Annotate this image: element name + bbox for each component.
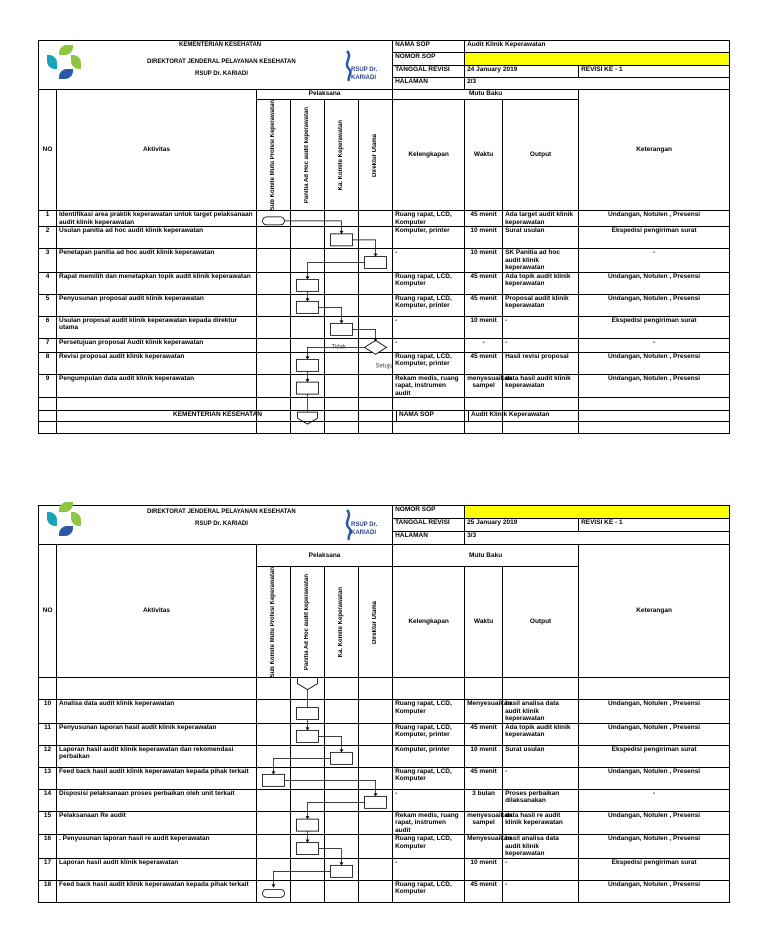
lane-2 <box>291 316 325 338</box>
lane-4 <box>359 294 393 316</box>
no-label: Tidak <box>331 344 346 351</box>
row-output: data hasil audit klinik keperawatan <box>503 374 579 398</box>
lane-3 <box>325 880 359 902</box>
row-equipment: - <box>393 789 465 811</box>
role-3: Ka. Komite Keperawatan <box>325 567 359 678</box>
lane-2 <box>291 835 325 859</box>
row-activity: Penetapan panitia ad hoc audit klinik keperawatan <box>57 249 257 273</box>
row-output: - <box>503 880 579 902</box>
col-equipment: Kelengkapan <box>393 100 465 211</box>
row-equipment: - <box>393 249 465 273</box>
kemenkes-logo-icon <box>41 500 91 546</box>
row-time: - <box>465 338 503 352</box>
col-no: NO <box>39 90 57 211</box>
lane-3 <box>325 700 359 724</box>
row-no: 16 <box>39 835 57 859</box>
revision-date-value: 24 January 2019 <box>465 65 579 77</box>
row-activity: Disposisi pelaksanaan proses perbaikan oleh unit terkait <box>57 789 257 811</box>
row-activity: Usulan panitia ad hoc audit klinik keperawatan <box>57 227 257 249</box>
row-remarks: Undangan, Notulen , Presensi <box>579 700 730 724</box>
row-remarks: Undangan, Notulen , Presensi <box>579 811 730 835</box>
table-row <box>39 700 730 724</box>
row-equipment: - <box>393 338 465 352</box>
revision-number: REVISI KE - 1 <box>579 65 730 77</box>
label-sop-number: NOMOR SOP <box>393 53 465 65</box>
row-output: - <box>503 316 579 338</box>
lane-2 <box>291 858 325 880</box>
col-activity: Aktivitas <box>57 90 257 211</box>
row-time: 45 menit <box>465 767 503 789</box>
row-time: 45 menit <box>465 723 503 745</box>
lane-1 <box>257 227 291 249</box>
row-time: Menyesuaikan <box>465 700 503 724</box>
row-remarks: Undangan, Notulen , Presensi <box>579 835 730 859</box>
lane-4 <box>359 789 393 811</box>
sop-header-table-2 <box>38 505 730 903</box>
row-remarks: - <box>579 338 730 352</box>
col-output: Output <box>503 100 579 211</box>
row-no: 9 <box>39 374 57 398</box>
row-output: hasil analisa data audit klinik keperawatan <box>503 835 579 859</box>
row-activity: Pelaksanaan Re audit <box>57 811 257 835</box>
page-1-footer-strip <box>38 410 729 424</box>
row-activity: Penyusunan proposal audit klinik keperawatan <box>57 294 257 316</box>
lane-2 <box>291 374 325 398</box>
footer-label-sop-name: NAMA SOP <box>397 411 469 422</box>
row-time: Menyesuaikan <box>465 835 503 859</box>
row-output: Ada target audit klinik keperawatan <box>503 211 579 227</box>
lane-4 <box>359 767 393 789</box>
table-row <box>39 316 730 338</box>
lane-3 <box>325 272 359 294</box>
label-page: HALAMAN <box>393 532 465 545</box>
row-output: hasil analisa data audit klinik keperawatan <box>503 700 579 724</box>
lane-4 <box>359 880 393 902</box>
row-output: Ada topik audit klinik keperawatan <box>503 723 579 745</box>
lane-2 <box>291 745 325 767</box>
hospital-name: RSUP Dr. KARIADI <box>195 71 248 77</box>
lane-4 <box>359 835 393 859</box>
row-time: 45 menit <box>465 272 503 294</box>
table-row <box>39 880 730 902</box>
row-equipment: Ruang rapat, LCD, Komputer <box>393 700 465 724</box>
row-no: 4 <box>39 272 57 294</box>
lane-1 <box>257 211 291 227</box>
lane-2 <box>291 700 325 724</box>
sop-page-2 <box>38 505 729 903</box>
row-no: 18 <box>39 880 57 902</box>
col-no: NO <box>39 545 57 678</box>
row-no: 1 <box>39 211 57 227</box>
lane-3 <box>325 858 359 880</box>
lane-4 <box>359 811 393 835</box>
row-activity: Feed back hasil audit klinik keperawatan kepada pihak terkait <box>57 767 257 789</box>
table-row <box>39 211 730 227</box>
footer-ministry: KEMENTERIAN KESEHATAN <box>39 411 397 422</box>
row-activity: Laporan hasil audit klinik keperawatan <box>57 858 257 880</box>
row-output: SK Panitia ad hoc audit klinik keperawatan <box>503 249 579 273</box>
table-row <box>39 249 730 273</box>
table-row <box>39 294 730 316</box>
row-equipment: Ruang rapat, LCD, Komputer, printer <box>393 352 465 374</box>
sop-number-value <box>465 506 730 519</box>
blank-row <box>39 678 730 700</box>
row-remarks: Undangan, Notulen , Presensi <box>579 723 730 745</box>
row-output: Proses perbaikan dilaksanakan <box>503 789 579 811</box>
role-4: Direktur Utama <box>359 567 393 678</box>
yes-label: Setuju <box>375 363 393 370</box>
col-quality: Mutu Baku <box>393 90 579 100</box>
table-row <box>39 227 730 249</box>
table-row <box>39 352 730 374</box>
lane-2 <box>291 352 325 374</box>
lane-2 <box>291 880 325 902</box>
lane-4 <box>359 745 393 767</box>
lane-4 <box>359 338 393 352</box>
lane-1 <box>257 789 291 811</box>
row-no: 11 <box>39 723 57 745</box>
row-output: Surat usulan <box>503 227 579 249</box>
row-remarks: - <box>579 249 730 273</box>
lane-3 <box>325 227 359 249</box>
row-remarks: Ekspedisi pengiriman surat <box>579 745 730 767</box>
row-no: 7 <box>39 338 57 352</box>
lane-4 <box>359 316 393 338</box>
table-row <box>39 272 730 294</box>
lane-4 <box>359 352 393 374</box>
lane-2 <box>291 723 325 745</box>
table-row <box>39 745 730 767</box>
lane-2 <box>291 272 325 294</box>
lane-3 <box>325 211 359 227</box>
lane-1 <box>257 811 291 835</box>
lane-2 <box>291 249 325 273</box>
row-activity: Rapat memilih dan menetapkan topik audit klinik keperawatan <box>57 272 257 294</box>
row-remarks: Undangan, Notulen , Presensi <box>579 211 730 227</box>
row-time: 45 menit <box>465 294 503 316</box>
lane-3 <box>325 338 359 352</box>
row-time: 45 menit <box>465 880 503 902</box>
row-activity: Penyusunan laporan hasil audit klinik keperawatan <box>57 723 257 745</box>
col-quality: Mutu Baku <box>393 545 579 567</box>
row-no: 2 <box>39 227 57 249</box>
row-time: 45 menit <box>465 211 503 227</box>
lane-1 <box>257 880 291 902</box>
lane-3 <box>325 767 359 789</box>
row-equipment: Ruang rapat, LCD, Komputer <box>393 835 465 859</box>
label-revision-date: TANGGAL REVISI <box>393 65 465 77</box>
row-remarks: - <box>579 789 730 811</box>
row-equipment: - <box>393 858 465 880</box>
lane-3 <box>325 294 359 316</box>
row-remarks: Undangan, Notulen , Presensi <box>579 294 730 316</box>
row-equipment: Rekam medis, ruang rapat, instrumen audit <box>393 374 465 398</box>
row-time: 10 menit <box>465 858 503 880</box>
table-row <box>39 338 730 352</box>
lane-2 <box>291 338 325 352</box>
row-output: Hasil revisi proposal <box>503 352 579 374</box>
sop-name-value: Audit Klinik Keperawatan <box>465 41 730 53</box>
lane-4 <box>359 723 393 745</box>
lane-1 <box>257 723 291 745</box>
label-sop-number: NOMOR SOP <box>393 506 465 519</box>
sop-page-1 <box>38 40 729 434</box>
row-activity: Usulan proposal audit klinik keperawatan kepada direktur utama <box>57 316 257 338</box>
role-1: Sub Komite Mutu Profesi Keperawatan <box>257 100 291 211</box>
role-3: Ka. Komite Keperawatan <box>325 100 359 211</box>
lane-3 <box>325 352 359 374</box>
lane-1 <box>257 338 291 352</box>
lane-1 <box>257 249 291 273</box>
sop-header-table-1 <box>38 40 730 434</box>
row-no: 13 <box>39 767 57 789</box>
row-equipment: Ruang rapat, LCD, Komputer <box>393 767 465 789</box>
page-value: 3/3 <box>465 532 730 545</box>
lane-4 <box>359 374 393 398</box>
col-remarks: Keterangan <box>579 90 730 211</box>
directorate-name: DIREKTORAT JENDERAL PELAYANAN KESEHATAN <box>147 509 296 515</box>
table-row <box>39 789 730 811</box>
rsup-logo-icon: RSUP Dr. KARIADI <box>339 49 389 83</box>
row-time: 10 menit <box>465 316 503 338</box>
row-no: 5 <box>39 294 57 316</box>
header-block <box>39 41 393 90</box>
kemenkes-logo-icon <box>41 43 91 89</box>
role-2: Panitia Ad Hoc audit keperawatan <box>291 567 325 678</box>
lane-1 <box>257 316 291 338</box>
col-executor: Pelaksana <box>257 545 393 567</box>
footer-sop-name: Audit Klinik Keperawatan <box>469 411 730 422</box>
row-no: 8 <box>39 352 57 374</box>
row-activity: Identifikasi area praktik keperawatan untuk target pelaksanaan audit klinik keperawatan <box>57 211 257 227</box>
row-equipment: - <box>393 316 465 338</box>
page-value: 2/3 <box>465 77 730 89</box>
row-time: 45 menit <box>465 352 503 374</box>
col-equipment: Kelengkapan <box>393 567 465 678</box>
lane-3 <box>325 374 359 398</box>
row-activity: . Penyusunan laporan hasil re audit keperawatan <box>57 835 257 859</box>
row-remarks: Undangan, Notulen , Presensi <box>579 352 730 374</box>
lane-3 <box>325 811 359 835</box>
col-executor: Pelaksana <box>257 90 393 100</box>
ministry-name: KEMENTERIAN KESEHATAN <box>179 42 262 48</box>
revision-number: REVISI KE - 1 <box>579 519 730 532</box>
lane-2 <box>291 227 325 249</box>
lane-3 <box>325 745 359 767</box>
lane-3 <box>325 835 359 859</box>
lane-3 <box>325 789 359 811</box>
row-activity: Revisi proposal audit klinik keperawatan <box>57 352 257 374</box>
row-activity: Analisa data audit klinik keperawatan <box>57 700 257 724</box>
row-output: - <box>503 338 579 352</box>
row-activity: Laporan hasil audit klinik keperawatan dan rekomendasi perbaikan <box>57 745 257 767</box>
col-remarks: Keterangan <box>579 545 730 678</box>
lane-1 <box>257 352 291 374</box>
lane-1 <box>257 272 291 294</box>
table-row <box>39 767 730 789</box>
row-output: Surat usulan <box>503 745 579 767</box>
row-no: 6 <box>39 316 57 338</box>
row-remarks: Ekspedisi pengiriman surat <box>579 858 730 880</box>
row-remarks: Undangan, Notulen , Presensi <box>579 374 730 398</box>
lane-4 <box>359 227 393 249</box>
col-activity: Aktivitas <box>57 545 257 678</box>
directorate-name: DIREKTORAT JENDERAL PELAYANAN KESEHATAN <box>147 59 296 65</box>
lane-2 <box>291 789 325 811</box>
table-row <box>39 835 730 859</box>
row-remarks: Undangan, Notulen , Presensi <box>579 272 730 294</box>
row-remarks: Undangan, Notulen , Presensi <box>579 767 730 789</box>
row-no: 14 <box>39 789 57 811</box>
lane-4 <box>359 858 393 880</box>
col-time: Waktu <box>465 100 503 211</box>
row-time: 10 menit <box>465 249 503 273</box>
lane-1 <box>257 374 291 398</box>
table-row <box>39 374 730 398</box>
row-equipment: Ruang rapat, LCD, Komputer, printer <box>393 723 465 745</box>
label-page: HALAMAN <box>393 77 465 89</box>
header-block-2 <box>39 506 393 545</box>
row-activity: Feed back hasil audit klinik keperawatan kepada pihak terkait <box>57 880 257 902</box>
lane-3 <box>325 249 359 273</box>
lane-4 <box>359 211 393 227</box>
table-row <box>39 723 730 745</box>
lane-1 <box>257 767 291 789</box>
role-2: Panitia Ad Hoc audit keperawatan <box>291 100 325 211</box>
row-output: - <box>503 858 579 880</box>
row-output: - <box>503 767 579 789</box>
col-output: Output <box>503 567 579 678</box>
row-remarks: Ekspedisi pengiriman surat <box>579 316 730 338</box>
row-remarks: Ekspedisi pengiriman surat <box>579 227 730 249</box>
lane-3 <box>325 316 359 338</box>
lane-4 <box>359 272 393 294</box>
rsup-logo-icon: RSUP Dr. KARIADI <box>339 508 389 542</box>
lane-4 <box>359 249 393 273</box>
row-time: 10 menit <box>465 227 503 249</box>
row-remarks: Undangan, Notulen , Presensi <box>579 880 730 902</box>
lane-1 <box>257 745 291 767</box>
lane-2 <box>291 294 325 316</box>
row-time: 3 bulan <box>465 789 503 811</box>
role-4: Direktur Utama <box>359 100 393 211</box>
row-equipment: Ruang rapat, LCD, Komputer <box>393 880 465 902</box>
row-time: menyesuaikan sampel <box>465 374 503 398</box>
row-time: menyesuaikan sampel <box>465 811 503 835</box>
sop-number-value <box>465 53 730 65</box>
row-no: 15 <box>39 811 57 835</box>
row-equipment: Rekam medis, ruang rapat, instrumen audit <box>393 811 465 835</box>
lane-1 <box>257 700 291 724</box>
lane-3 <box>325 723 359 745</box>
row-equipment: Komputer, printer <box>393 227 465 249</box>
role-1: Sub Komite Mutu Profesi Keperawatan <box>257 567 291 678</box>
lane-2 <box>291 211 325 227</box>
lane-1 <box>257 858 291 880</box>
hospital-name: RSUP Dr. KARIADI <box>195 521 248 527</box>
row-activity: Persetujuan proposal Audit klinik keperawatan <box>57 338 257 352</box>
lane-2 <box>291 767 325 789</box>
col-time: Waktu <box>465 567 503 678</box>
lane-4 <box>359 700 393 724</box>
lane-1 <box>257 294 291 316</box>
row-no: 10 <box>39 700 57 724</box>
row-equipment: Ruang rapat, LCD, Komputer <box>393 211 465 227</box>
lane-2 <box>291 811 325 835</box>
row-equipment: Ruang rapat, LCD, Komputer <box>393 272 465 294</box>
revision-date-value: 25 January 2019 <box>465 519 579 532</box>
table-row <box>39 858 730 880</box>
row-no: 12 <box>39 745 57 767</box>
row-activity: Pengumpulan data audit klinik keperawatan <box>57 374 257 398</box>
row-output: Ada topik audit klinik keperawatan <box>503 272 579 294</box>
table-row <box>39 811 730 835</box>
label-sop-name: NAMA SOP <box>393 41 465 53</box>
label-revision-date: TANGGAL REVISI <box>393 519 465 532</box>
row-no: 17 <box>39 858 57 880</box>
row-equipment: Komputer, printer <box>393 745 465 767</box>
lane-1 <box>257 835 291 859</box>
row-time: 10 menit <box>465 745 503 767</box>
row-output: Proposal audit klinik keperawatan <box>503 294 579 316</box>
row-output: data hasil re audit klinik keperawatan <box>503 811 579 835</box>
row-equipment: Ruang rapat, LCD, Komputer, printer <box>393 294 465 316</box>
row-no: 3 <box>39 249 57 273</box>
